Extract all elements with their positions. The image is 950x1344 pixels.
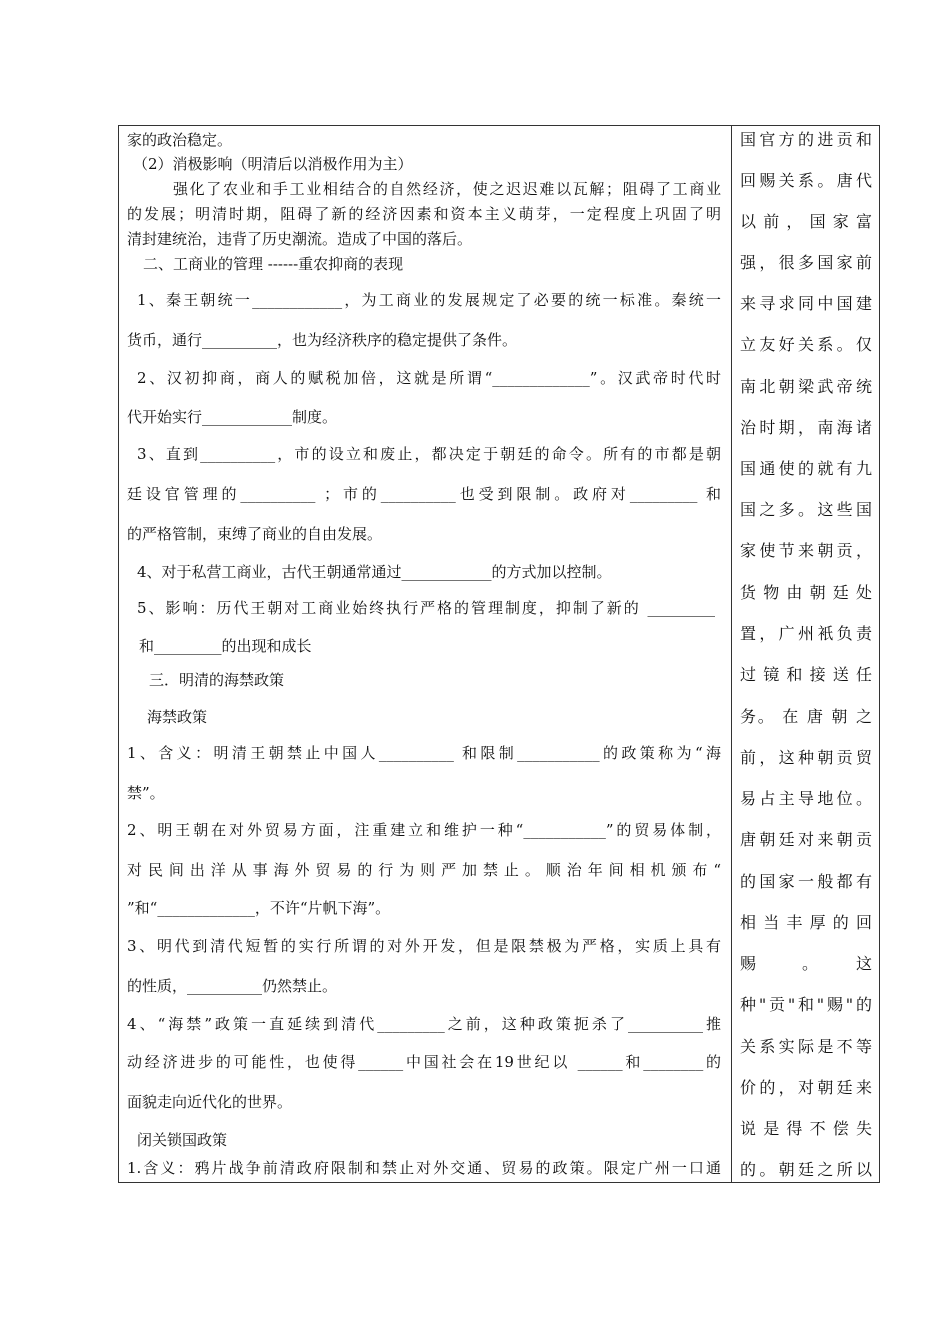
section-heading: 三．明清的海禁政策 <box>149 671 285 689</box>
text-line: 的性质，__________仍然禁止。 <box>127 977 338 995</box>
side-line: 国通使的就有九 <box>740 459 872 478</box>
subsection-heading: 闭关锁国政策 <box>137 1131 228 1149</box>
side-line: 以 前 ， 国 家 富 <box>740 212 872 231</box>
side-line: 易占主导地位。 <box>740 789 872 808</box>
side-line: 唐朝廷对来朝贡 <box>740 830 872 849</box>
side-line: 价的，对朝廷来 <box>740 1078 872 1097</box>
text-line: 4、对于私营工商业，古代王朝通常通过____________的方式加以控制。 <box>137 563 612 581</box>
text-line: 5、影响：历代王朝对工商业始终执行严格的管理制度，抑制了新的 _________ <box>137 599 715 617</box>
text-line: 和_________的出现和成长 <box>139 637 312 655</box>
side-line: 说 是 得 不 偿 失 <box>740 1119 872 1138</box>
content-table <box>118 125 880 1183</box>
text-line: 清封建统治，违背了历史潮流。造成了中国的落后。 <box>127 230 473 248</box>
text-line: 面貌走向近代化的世界。 <box>127 1093 293 1111</box>
text-line: 代开始实行____________制度。 <box>127 408 338 426</box>
side-line: 立友好关系。仅 <box>740 335 872 354</box>
text-line: 3、明代到清代短暂的实行所谓的对外开发，但是限禁极为严格，实质上具有 <box>127 937 721 955</box>
text-line: ”和“_____________，不许“片帆下海”。 <box>127 899 391 917</box>
side-line: 来寻求同中国建 <box>740 294 872 313</box>
text-line: 1、含义：明清王朝禁止中国人__________ 和限制___________的政策称为“海 <box>127 744 721 762</box>
side-line: 回赐关系。唐代 <box>740 171 872 190</box>
side-line: 家使节来朝贡， <box>740 541 872 560</box>
side-line: 过 镜 和 接 送 任 <box>740 665 872 684</box>
text-line: 强化了农业和手工业相结合的自然经济，使之迟迟难以瓦解；阻碍了工商业 <box>173 180 721 198</box>
text-line: 的发展；明清时期，阻碍了新的经济因素和资本主义萌芽，一定程度上巩固了明 <box>127 205 721 223</box>
side-line: 关系实际是不等 <box>740 1037 872 1056</box>
main-text-column <box>119 126 731 1182</box>
side-line: 赐 。 这 <box>740 954 872 973</box>
text-line: 1.含义：鸦片战争前清政府限制和禁止对外交通、贸易的政策。限定广州一口通 <box>127 1159 721 1177</box>
side-line: 置，广州衹负责 <box>740 624 872 643</box>
text-line: 货币，通行__________，也为经济秩序的稳定提供了条件。 <box>127 331 518 349</box>
text-line: 家的政治稳定。 <box>127 131 233 149</box>
text-line: 对民间出洋从事海外贸易的行为则严加禁止。顺治年间相机颁布“ <box>127 861 721 879</box>
text-line: 3、直到__________，市的设立和废止，都决定于朝廷的命令。所有的市都是朝 <box>137 445 721 463</box>
section-heading: 二、工商业的管理 ------重农抑商的表现 <box>143 255 404 273</box>
side-line: 国官方的进贡和 <box>740 130 872 149</box>
section-heading: （2）消极影响（明清后以消极作用为主） <box>133 155 413 173</box>
text-line: 廷设官管理的__________ ；市的__________也受到限制。政府对_________ 和 <box>127 485 721 503</box>
side-line: 务。 在 唐 朝 之 <box>740 707 872 726</box>
text-line: 动经济进步的可能性，也使得______中国社会在19世纪以 ______和________的 <box>127 1053 721 1071</box>
side-note-column <box>732 126 879 1182</box>
side-line: 前，这种朝贡贸 <box>740 748 872 767</box>
side-line: 南北朝梁武帝统 <box>740 377 872 396</box>
side-line: 治时期，南海诸 <box>740 418 872 437</box>
text-line: 2、汉初抑商，商人的赋税加倍，这就是所谓“_____________”。汉武帝时代时 <box>137 369 721 387</box>
text-line: 禁”。 <box>127 784 165 802</box>
side-line: 种"贡"和"赐"的 <box>740 995 872 1014</box>
side-line: 国之多。这些国 <box>740 500 872 519</box>
side-line: 的国家一般都有 <box>740 872 872 891</box>
subsection-heading: 海禁政策 <box>147 708 208 726</box>
side-line: 强，很多国家前 <box>740 253 872 272</box>
text-line: 的严格管制，束缚了商业的自由发展。 <box>127 525 383 543</box>
side-line: 的。朝廷之所以 <box>740 1160 872 1179</box>
text-line: 1、秦王朝统一____________，为工商业的发展规定了必要的统一标准。秦统一 <box>137 291 721 309</box>
side-line: 相 当 丰 厚 的 回 <box>740 913 872 932</box>
side-line: 货 物 由 朝 廷 处 <box>740 583 872 602</box>
text-line: 4、“海禁”政策一直延续到清代_________之前，这种政策扼杀了__________推 <box>127 1015 721 1033</box>
text-line: 2、明王朝在对外贸易方面，注重建立和维护一种“___________”的贸易体制， <box>127 821 721 839</box>
